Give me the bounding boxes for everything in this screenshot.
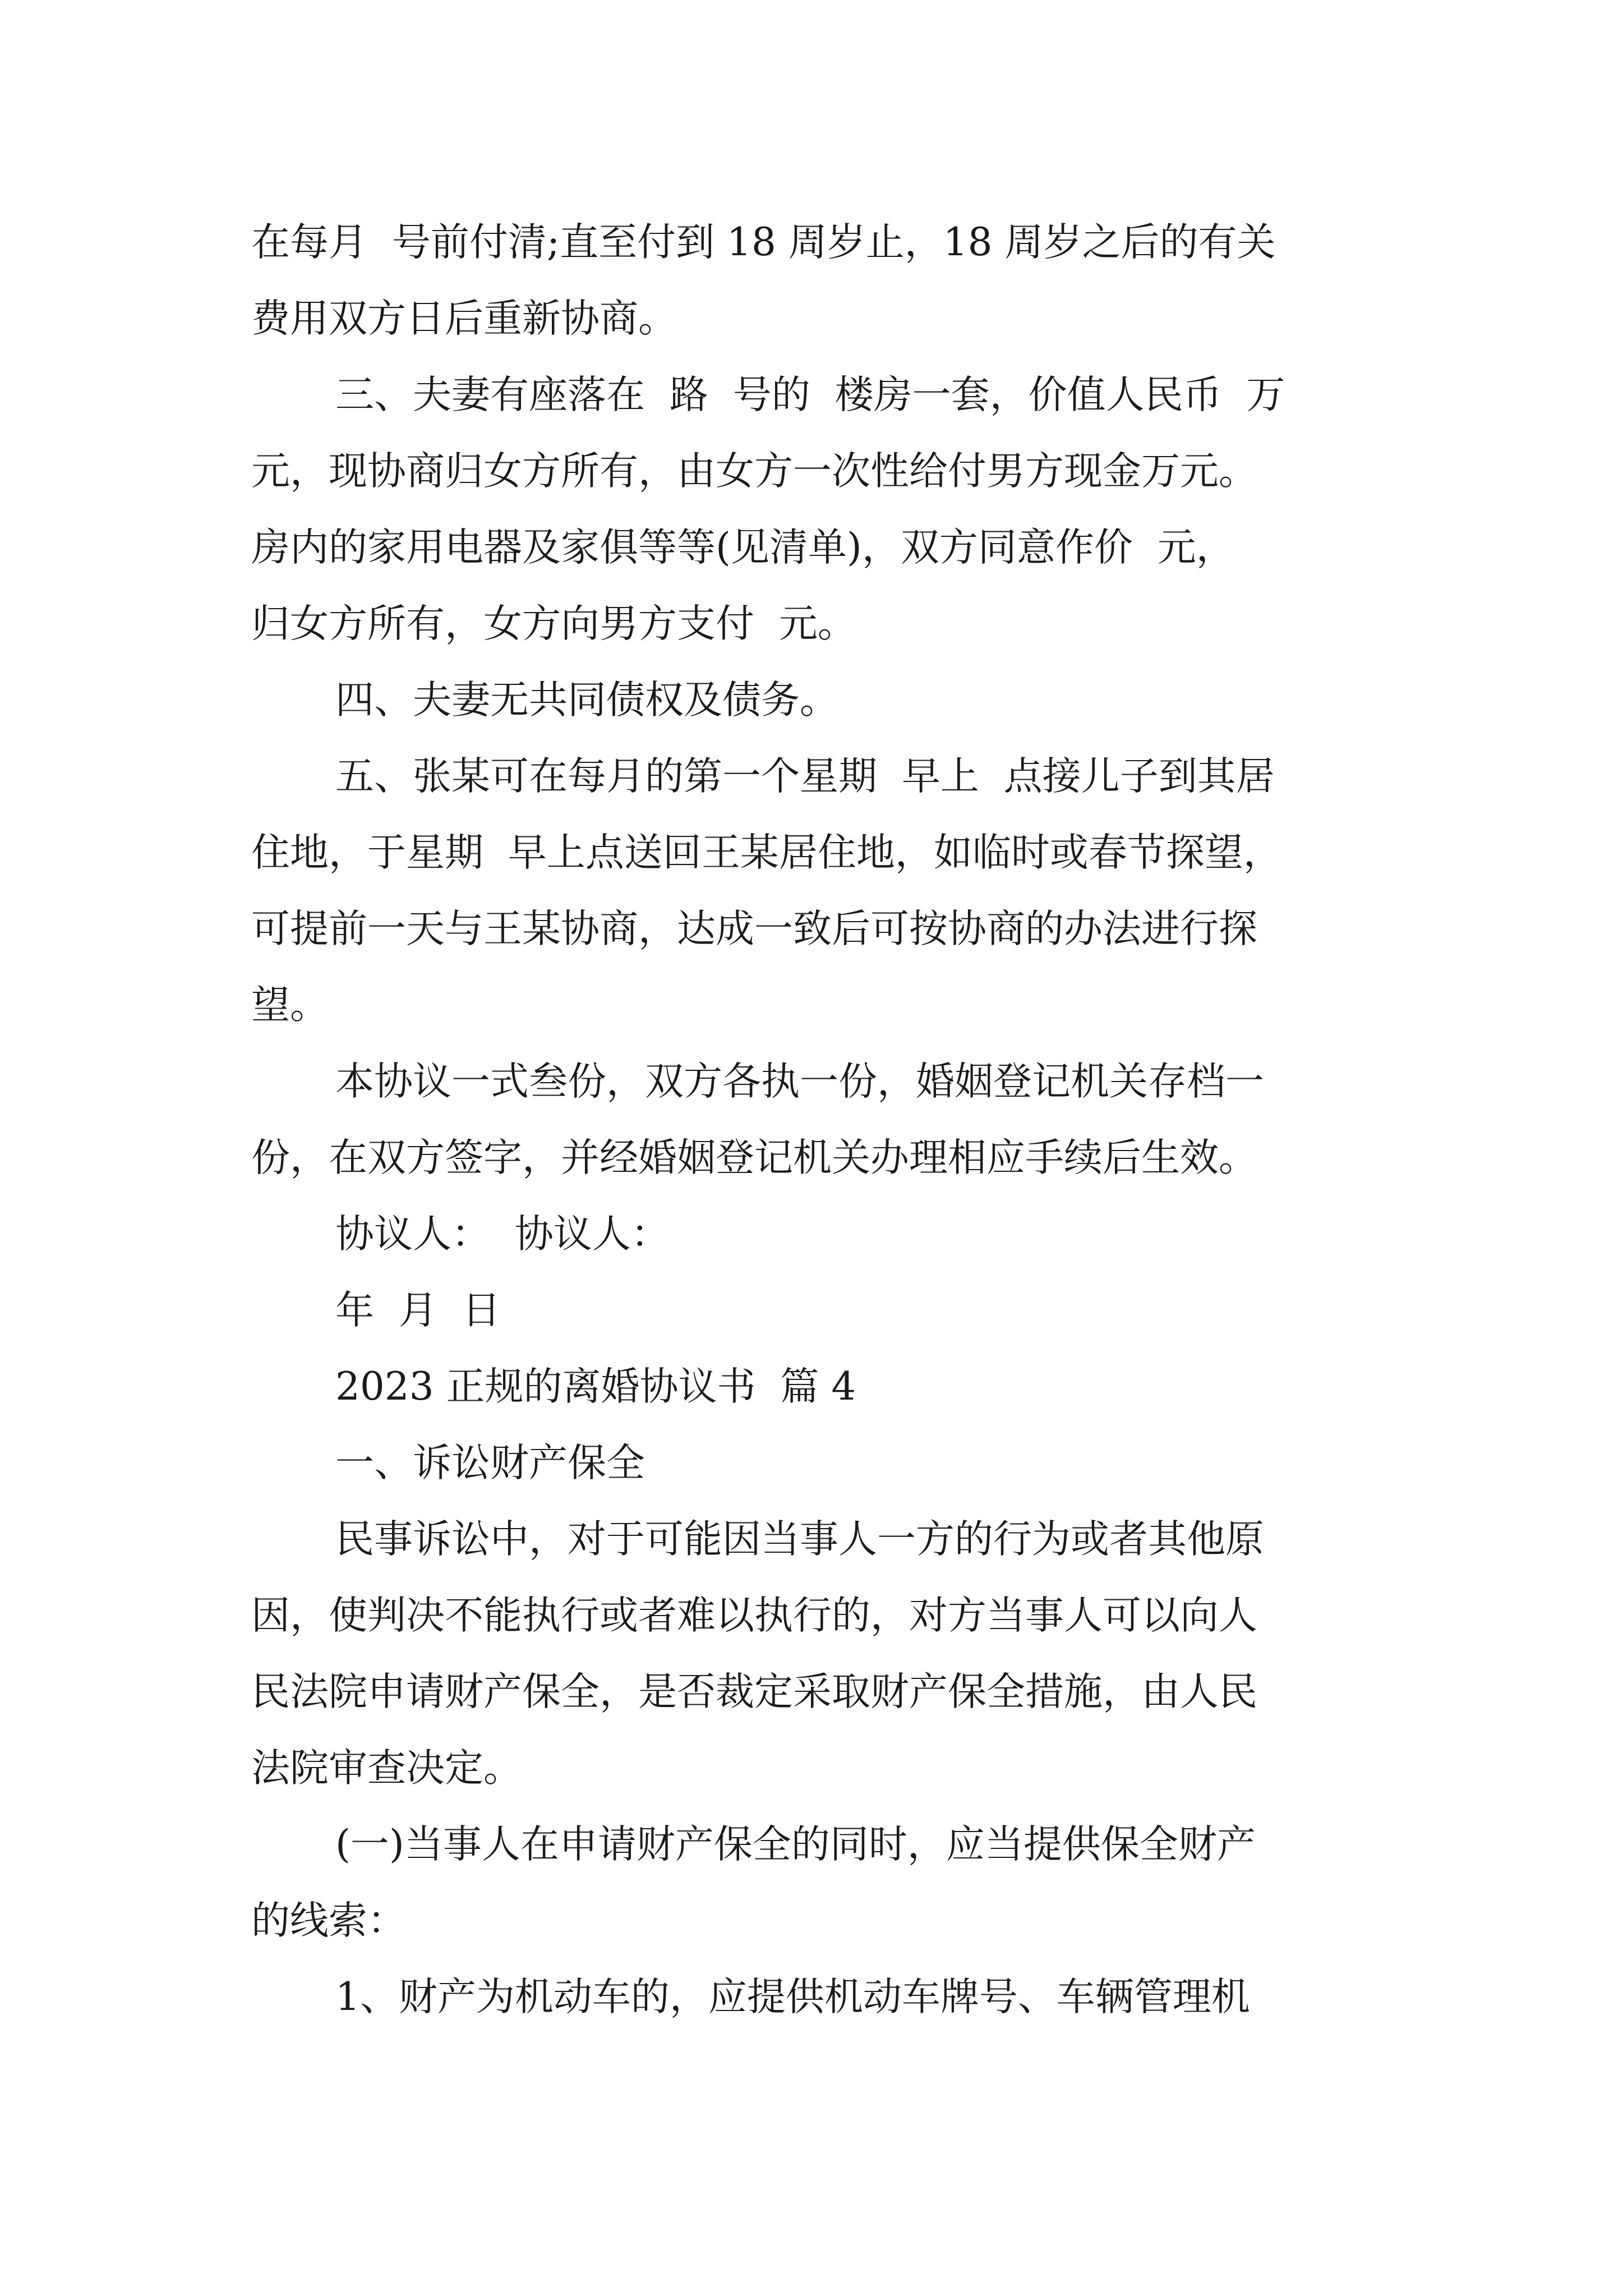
text-line: 法院审查决定。 [251, 1746, 522, 1791]
text-line: 民事诉讼中，对于可能因当事人一方的行为或者其他原 [335, 1517, 1264, 1562]
text-line: 民法院申请财产保全，是否裁定采取财产保全措施，由人民 [251, 1669, 1257, 1714]
text-line: 的线索： [251, 1898, 406, 1943]
signature-line: 协议人： 协议人： [335, 1212, 670, 1257]
date-line: 年 月 日 [335, 1288, 501, 1333]
text-line: 因，使判决不能执行或者难以执行的，对方当事人可以向人 [251, 1593, 1257, 1638]
text-line: 三、夫妻有座落在 路 号的 楼房一套，价值人民币 万 [335, 372, 1285, 417]
text-line: 份，在双方签字，并经婚姻登记机关办理相应手续后生效。 [251, 1135, 1257, 1180]
text-line: 本协议一式叁份，双方各执一份，婚姻登记机关存档一 [335, 1059, 1264, 1104]
text-line: 四、夫妻无共同债权及债务。 [335, 678, 838, 723]
text-line: 元，现协商归女方所有，由女方一次性给付男方现金万元。 [251, 449, 1257, 494]
text-line: 归女方所有，女方向男方支付 元。 [251, 601, 856, 646]
text-line: 住地，于星期 早上点送回王某居住地，如临时或春节探望， [251, 830, 1282, 875]
text-line: 五、张某可在每月的第一个星期 早上 点接儿子到其居 [335, 754, 1275, 799]
text-line: 1、财产为机动车的，应提供机动车牌号、车辆管理机 [335, 1975, 1250, 2019]
text-line: 房内的家用电器及家俱等等(见清单)，双方同意作价 元， [251, 525, 1235, 570]
text-line: 费用双方日后重新协商。 [251, 296, 677, 341]
section-heading: 2023 正规的离婚协议书 篇 4 [335, 1364, 856, 1409]
text-line: (一)当事人在申请财产保全的同时，应当提供保全财产 [335, 1822, 1256, 1867]
text-line: 可提前一天与王某协商，达成一致后可按协商的办法进行探 [251, 907, 1257, 951]
subsection-heading: 一、诉讼财产保全 [335, 1441, 645, 1485]
text-line: 在每月 号前付清;直至付到 18 周岁止，18 周岁之后的有关 [251, 220, 1276, 265]
text-line: 望。 [251, 983, 329, 1028]
